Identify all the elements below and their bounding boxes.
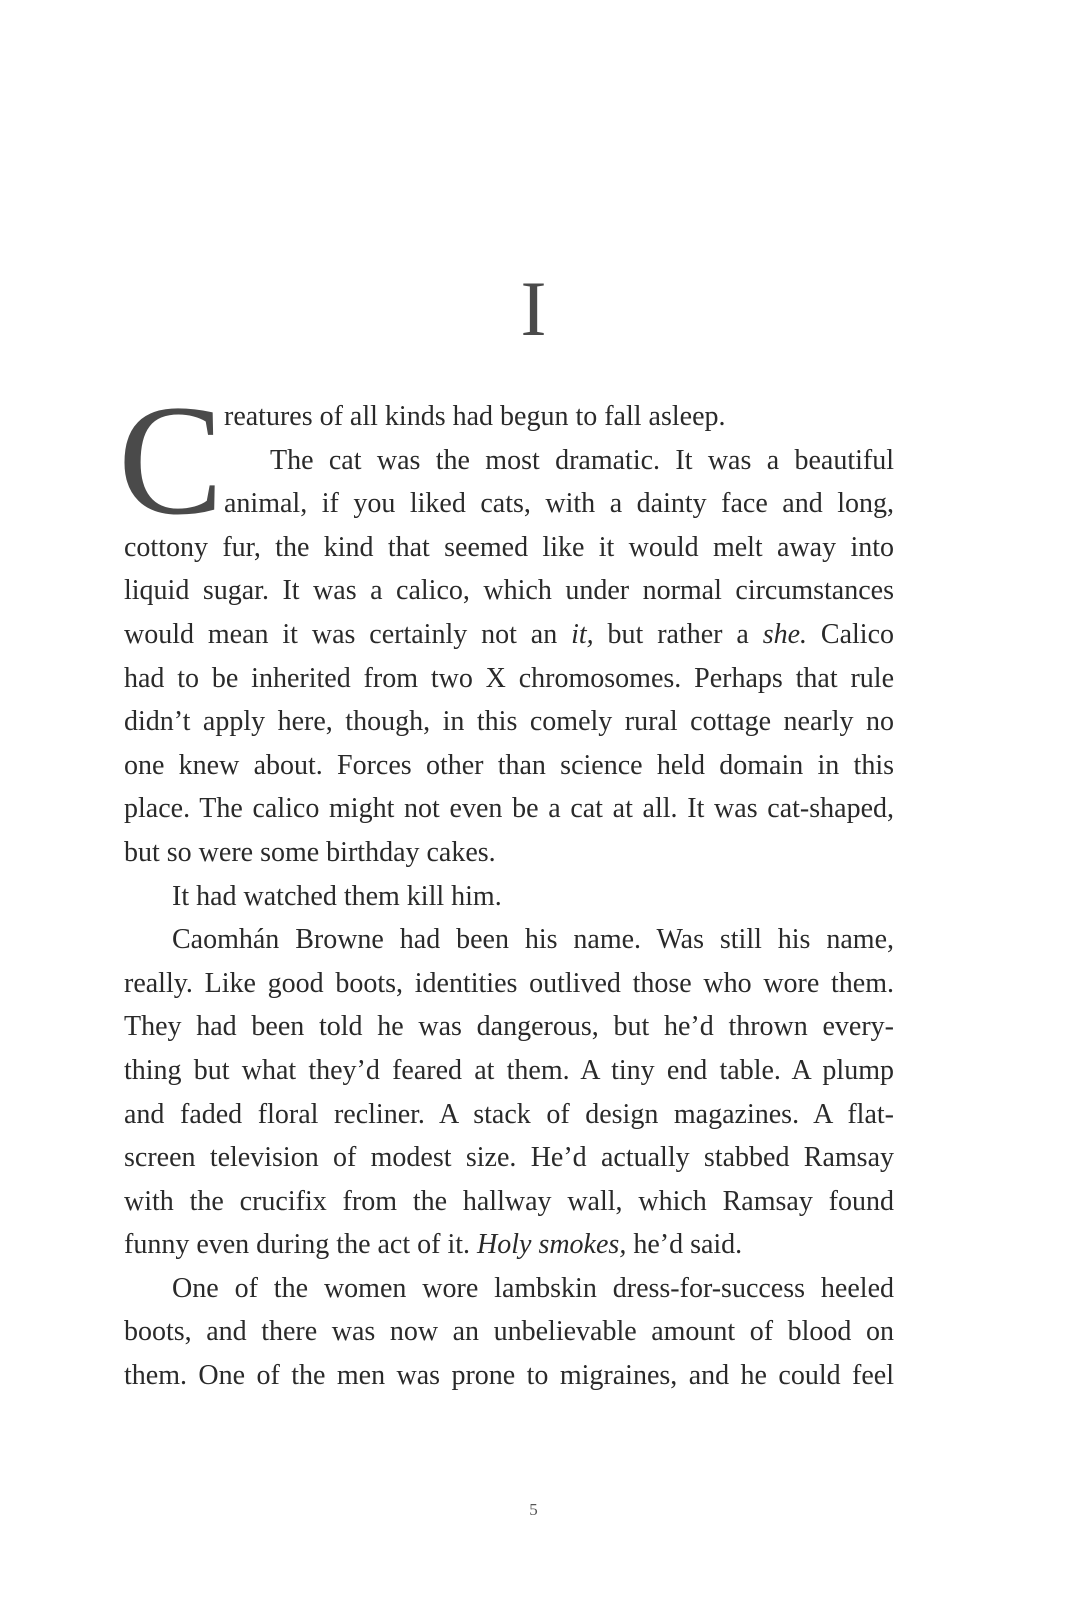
text-line [124,1223,894,1267]
text-line: thing but what they’d feared at them. A tiny end table. A plump [124,1054,894,1086]
text-line: It had watched them kill him. [172,880,502,912]
text-line: really. Like good boots, identities outlived those who wore them. [124,967,894,999]
text-line: Caomhán Browne had been his name. Was still his name, [172,924,894,956]
chapter-number: I [520,265,547,352]
text-line: screen television of modest size. He’d actually stabbed Ramsay [124,1142,894,1174]
text-line: with the crucifix from the hallway wall, which Ramsay found [124,1185,894,1217]
text-line: one knew about. Forces other than science held domain in this [124,749,894,781]
text-line: animal, if you liked cats, with a dainty face and long, [224,488,894,520]
text-line [124,613,894,657]
text-line: reatures of all kinds had begun to fall asleep. [224,401,726,432]
body-text [124,395,894,1398]
text-segment: would mean it was certainly not an [124,618,572,650]
page-number: 5 [529,1500,538,1519]
text-line: them. One of the men was prone to migraines, and he could feel [124,1360,894,1392]
text-line: but so were some birthday cakes. [124,836,496,868]
text-line: had to be inherited from two X chromosomes. Perhaps that rule [124,662,894,694]
text-line: place. The calico might not even be a cat at all. It was cat-shaped, [124,793,894,825]
italic-text: it, [571,618,594,650]
italic-text: she. [762,618,808,650]
text-line: liquid sugar. It was a calico, which under normal circumstances [124,575,894,607]
text-line: didn’t apply here, though, in this comely rural cottage nearly no [124,706,894,738]
text-line: boots, and there was now an unbelievable amount of blood on [124,1316,894,1348]
text-line: cottony fur, the kind that seemed like it would melt away into [124,531,894,563]
text-line: and faded floral recliner. A stack of design magazines. A flat- [124,1098,894,1130]
drop-cap: C [118,373,224,548]
italic-text: Holy smokes, [477,1229,627,1261]
text-line: One of the women wore lambskin dress-for-success heeled [172,1272,894,1304]
text-segment: funny even during the act of it. [124,1229,478,1261]
text-segment: but rather a [593,618,763,650]
text-line: They had been told he was dangerous, but he’d thrown every- [124,1011,894,1043]
text-line: The cat was the most dramatic. It was a beautiful [270,444,894,476]
text-segment: Calico [807,618,895,650]
text-segment: he’d said. [626,1229,743,1261]
